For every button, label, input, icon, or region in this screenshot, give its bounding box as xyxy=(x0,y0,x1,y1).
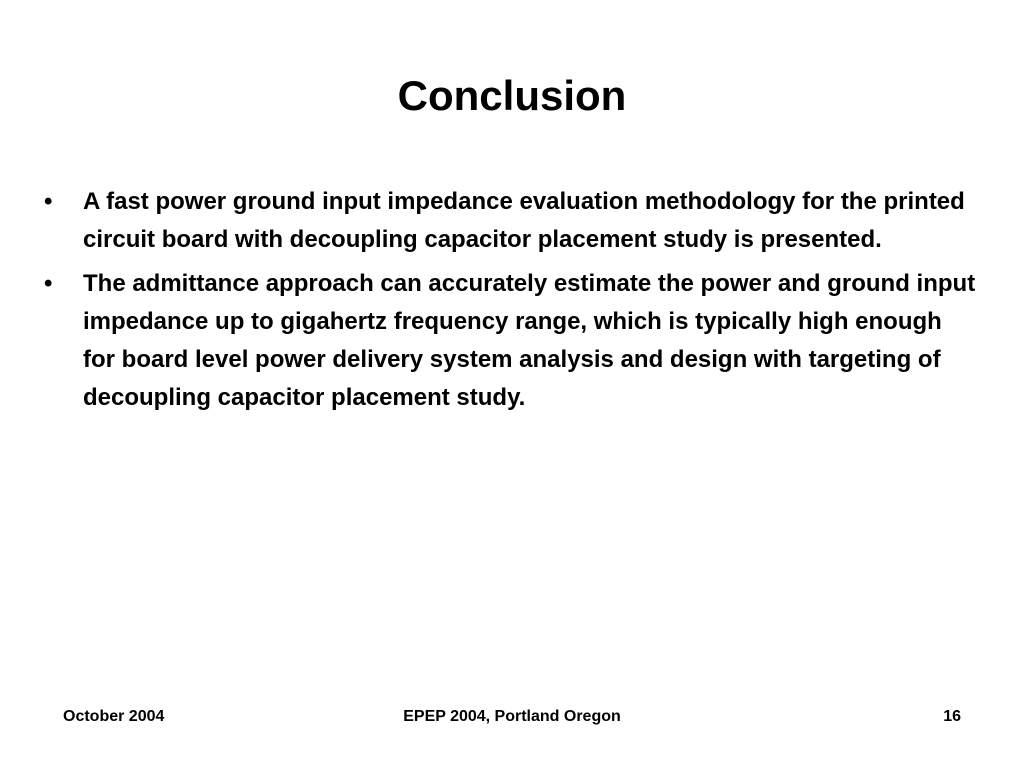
footer-date: October 2004 xyxy=(63,708,165,725)
bullet-list xyxy=(40,183,980,423)
footer-page-number: 16 xyxy=(943,708,961,725)
slide-title: Conclusion xyxy=(397,72,627,119)
bullet-item-2 xyxy=(40,265,980,417)
bullet-text: A fast power ground input impedance evaluation methodology for the printed circuit board with decoupling capacitor placement study is presented. xyxy=(83,188,965,253)
bullet-text: The admittance approach can accurately estimate the power and ground input impedance up to gigahertz frequency range, which is typically high enough for board level power delivery system analysis and design with targeting of decoupling capacitor placement study. xyxy=(83,270,976,411)
bullet-item-1 xyxy=(40,183,980,259)
bullet-marker: • xyxy=(44,188,53,215)
bullet-marker: • xyxy=(44,270,53,297)
footer-event: EPEP 2004, Portland Oregon xyxy=(403,708,621,725)
